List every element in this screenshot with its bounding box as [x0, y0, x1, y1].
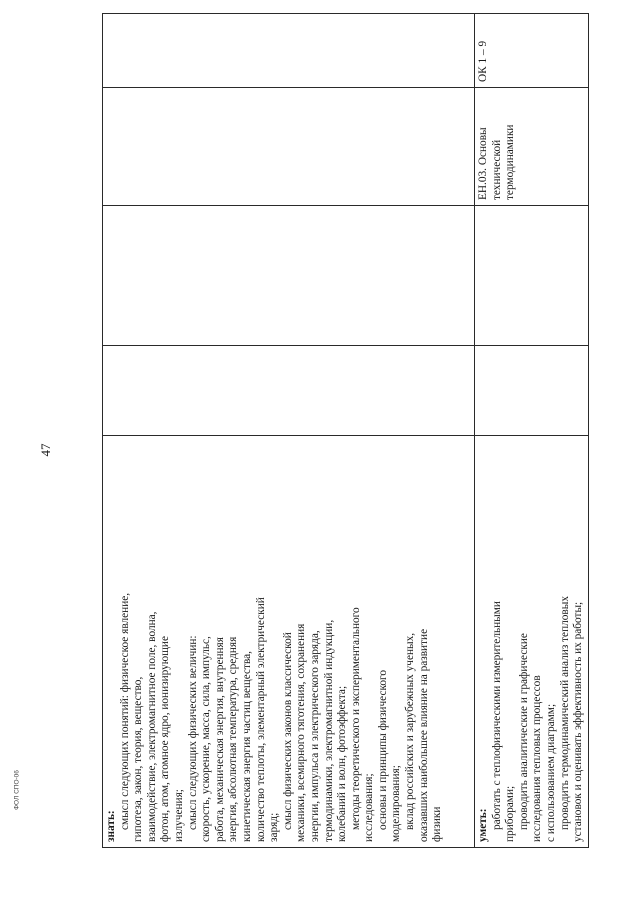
text-line: методы теоретического и экспериментального — [349, 607, 362, 830]
text-line: установок и оценивать эффективность их работы; — [572, 601, 585, 842]
page-number: 47 — [38, 443, 53, 457]
text-line: смысл следующих понятий: физическое явление, — [118, 592, 131, 830]
discipline-line: термодинамики — [504, 124, 517, 200]
text-line: скорость, ускорение, масса, сила, импульс, — [200, 636, 213, 842]
row2-col3-cell — [475, 206, 589, 346]
discipline-line: ЕН.03. Основы — [477, 127, 489, 200]
discipline-lines — [475, 88, 520, 205]
rotated-table-inner — [102, 40, 585, 848]
text-line: проводить термодинамический анализ тепловых — [558, 596, 571, 830]
row1-col4-cell — [103, 88, 475, 206]
row1-col5-cell — [103, 14, 475, 88]
text-line: с использованием диаграмм; — [544, 703, 557, 842]
can-heading: уметь: — [477, 808, 489, 842]
text-line: проводить аналитические и графические — [517, 633, 530, 830]
can-lines — [491, 440, 586, 842]
text-line: работать с теплофизическими измерительными — [490, 601, 503, 830]
text-line: излучения; — [172, 789, 185, 842]
text-line: гипотеза, закон, теория, вещество, — [132, 676, 145, 842]
rotated-table-region — [102, 40, 640, 842]
text-line: работа, механическая энергия, внутренняя — [213, 637, 226, 842]
text-line: фотон, атом, атомное ядро, ионизирующие — [159, 636, 172, 842]
can-cell — [475, 436, 589, 848]
text-line: смысл физических законов классической — [281, 632, 294, 830]
table-row — [475, 14, 589, 848]
text-line: механики, всемирного тяготения, сохранения — [295, 623, 308, 842]
text-line: заряд; — [268, 812, 281, 842]
curriculum-table — [102, 13, 589, 848]
know-cell — [103, 436, 475, 848]
text-line: колебаний и волн, фотоэффекта; — [336, 685, 349, 842]
know-heading: знать: — [105, 810, 117, 842]
text-line: вклад российских и зарубежных ученых, — [404, 632, 417, 830]
text-line: термодинамики, электромагнитной индукции, — [322, 619, 335, 842]
know-lines — [119, 440, 445, 842]
table-row — [103, 14, 475, 848]
text-line: взаимодействие, электромагнитное поле, волна, — [145, 611, 158, 842]
text-line: исследования; — [363, 773, 376, 842]
text-line: кинетическая энергия частиц вещества, — [240, 651, 253, 842]
competence-cell — [475, 14, 589, 88]
row1-col3-cell — [103, 206, 475, 346]
text-line: количество теплоты, элементарный электрический — [254, 597, 267, 842]
discipline-line: технической — [490, 139, 503, 200]
text-line: энергия, абсолютная температура, средняя — [227, 636, 240, 842]
text-line: приборами; — [504, 785, 517, 842]
text-line: энергии, импульса и электрического заряда, — [308, 630, 321, 842]
text-line: оказавших наибольшее влияние на развитие — [417, 628, 430, 842]
text-line: физики — [431, 806, 444, 842]
text-line: исследования тепловых процессов — [531, 675, 544, 842]
text-line: основы и принципы физического — [376, 669, 389, 830]
discipline-cell — [475, 88, 589, 206]
competence-code: ОК 1 – 9 — [477, 40, 489, 82]
row1-col2-cell — [103, 346, 475, 436]
footer-stamp: ФОЛ СПО-06 — [13, 770, 21, 810]
row2-col2-cell — [475, 346, 589, 436]
text-line: моделирования; — [390, 765, 403, 842]
text-line: смысл следующих физических величин: — [186, 635, 199, 830]
